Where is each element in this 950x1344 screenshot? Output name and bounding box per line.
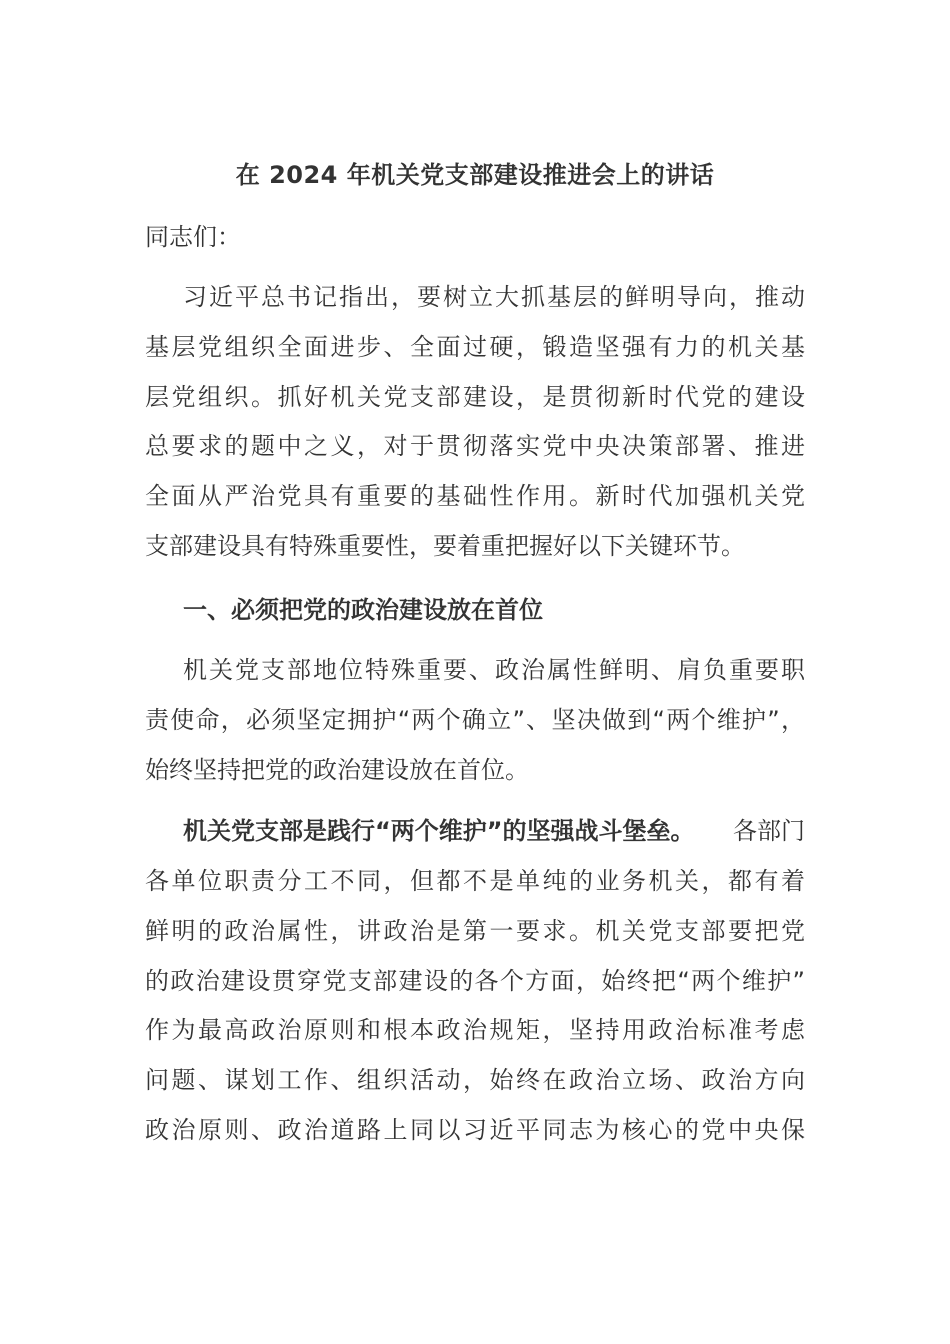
point-1-bold-lead: 机关党支部是践行“两个维护”的坚强战斗堡垒。 <box>183 817 695 845</box>
point-1-first-line <box>183 813 805 849</box>
section-1-line-3: 始终坚持把党的政治建设放在首位。 <box>145 756 529 784</box>
intro-line-5: 全面从严治党具有重要的基础性作用。新时代加强机关党 <box>145 482 805 510</box>
intro-line-4: 总要求的题中之义，对于贯彻落实党中央决策部署、推进 <box>145 432 805 460</box>
intro-line-6: 支部建设具有特殊重要性，要着重把握好以下关键环节。 <box>145 532 745 560</box>
point-1-line-4: 的政治建设贯穿党支部建设的各个方面，始终把“两个维护” <box>145 967 805 995</box>
section-1-line-1: 机关党支部地位特殊重要、政治属性鲜明、肩负重要职 <box>183 656 805 684</box>
section-1-heading: 一、必须把党的政治建设放在首位 <box>183 596 543 624</box>
point-1-lead-tail: 各部门 <box>733 817 805 845</box>
section-1-line-2: 责使命，必须坚定拥护“两个确立”、坚决做到“两个维护”， <box>145 706 805 734</box>
point-1-line-6: 问题、谋划工作、组织活动，始终在政治立场、政治方向 <box>145 1066 805 1094</box>
intro-line-3: 层党组织。抓好机关党支部建设，是贯彻新时代党的建设 <box>145 383 805 411</box>
point-1-line-5: 作为最高政治原则和根本政治规矩，坚持用政治标准考虑 <box>145 1016 805 1044</box>
intro-line-1: 习近平总书记指出，要树立大抓基层的鲜明导向，推动 <box>183 283 805 311</box>
point-1-line-3: 鲜明的政治属性，讲政治是第一要求。机关党支部要把党 <box>145 917 805 945</box>
salutation: 同志们： <box>145 223 241 251</box>
intro-line-2: 基层党组织全面进步、全面过硬，锻造坚强有力的机关基 <box>145 333 805 361</box>
document-title: 在 2024 年机关党支部建设推进会上的讲话 <box>235 161 715 189</box>
point-1-line-2: 各单位职责分工不同，但都不是单纯的业务机关，都有着 <box>145 867 805 895</box>
point-1-line-7: 政治原则、政治道路上同以习近平同志为核心的党中央保 <box>145 1116 805 1144</box>
